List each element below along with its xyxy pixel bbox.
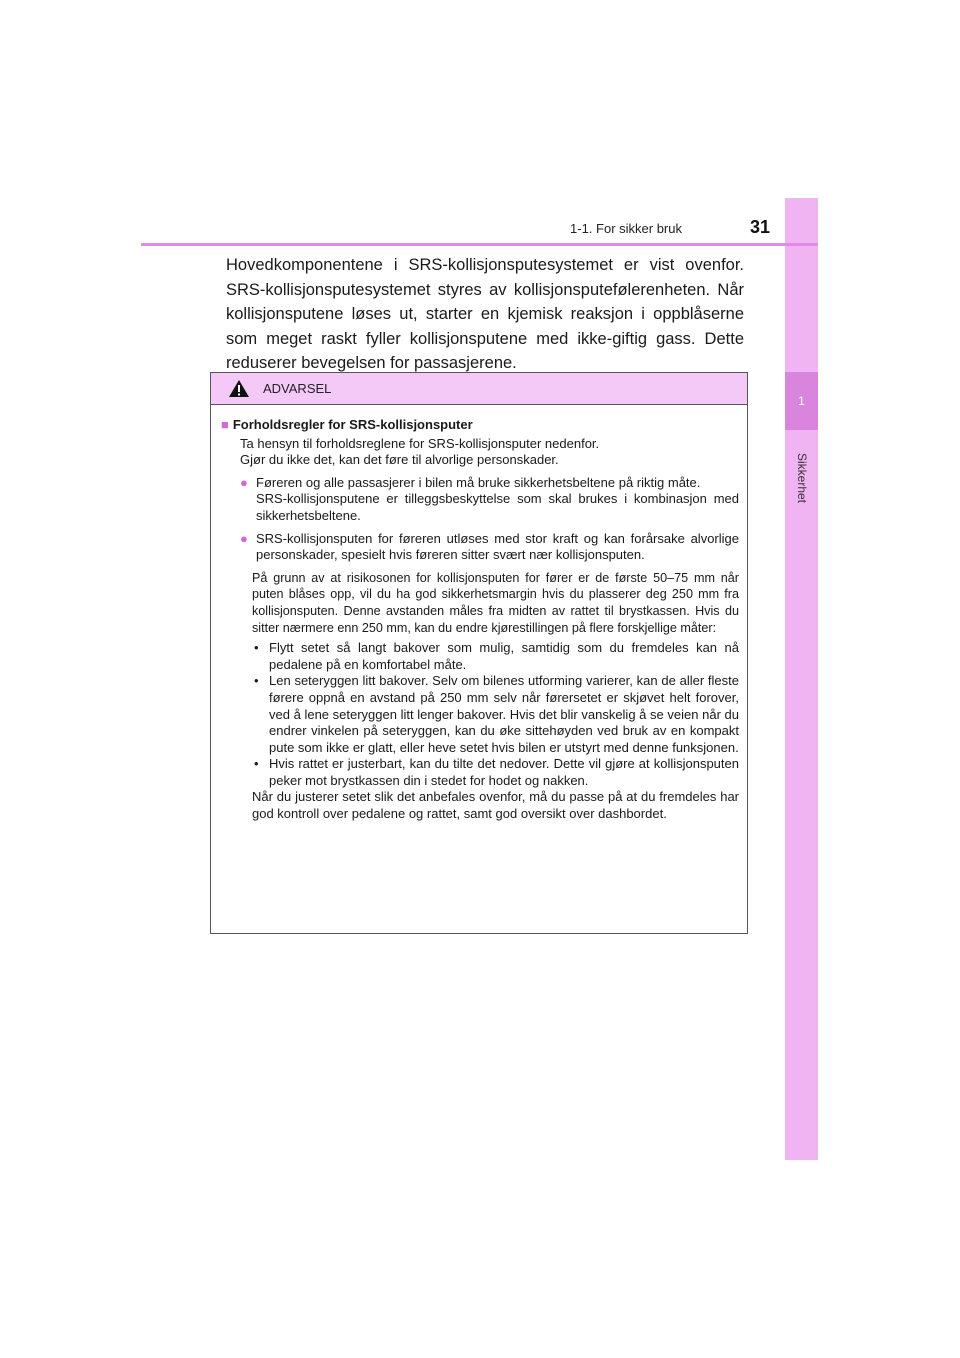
chapter-number-tab xyxy=(785,372,818,430)
round-bullet-icon: ● xyxy=(240,474,248,490)
warning-bullets xyxy=(221,475,739,564)
bullet-1-text: Føreren og alle passasjerer i bilen må bruke sikkerhetsbeltene på riktig måte. xyxy=(256,474,701,490)
chapter-label: Sikkerhet xyxy=(795,452,809,504)
dot-bullet-icon: • xyxy=(254,640,259,656)
warning-intro xyxy=(221,436,739,469)
dot-bullet-icon: • xyxy=(254,673,259,689)
list-item xyxy=(240,475,739,525)
adjustment-list xyxy=(221,640,739,789)
bullet-2-text: SRS-kollisjonsputen for føreren utløses med stor kraft og kan forårsake alvorlige personskader, spesielt hvis føreren sitter svært nær kollisjonsputen. xyxy=(256,530,739,563)
warning-triangle-icon xyxy=(228,379,250,398)
list-item xyxy=(252,756,739,789)
list-item xyxy=(252,640,739,673)
chapter-side-tab xyxy=(785,198,818,1160)
risk-zone-note: På grunn av at risikosonen for kollisjonsputen for fører er de første 50–75 mm når puten blåses opp, vil du ha god sikkerhetsmargin hvis du plasserer deg 250 mm fra kollisjonsputen. Denne avstanden måles fra midten av rattet til brystkassen. Hvis du sitter nærmere enn 250 mm, kan du endre kjørestillingen på flere forskjellige måter: xyxy=(252,570,739,635)
list-item xyxy=(252,673,739,756)
warning-title: ADVARSEL xyxy=(263,381,332,396)
adjustment-2-text: Len seteryggen litt bakover. Selv om bilenes utforming varierer, kan de aller fleste førere oppnå en avstand på 250 mm selv når førersetet er skjøvet helt forover, ved å lene seteryggen litt lenger bakover. Hvis det blir vanskelig å se veien når du endrer vinkelen på seteryggen, kan du øke sittehøyden ved bruk av en kompakt pute som ikke er glatt, eller heve setet hvis bilen er utstyrt med denne funksjonen. xyxy=(269,673,739,755)
warning-intro-line2: Gjør du ikke det, kan det føre til alvorlige personskader. xyxy=(240,452,559,468)
bullet-1-text-2: SRS-kollisjonsputene er tilleggsbeskyttelse som skal brukes i kombinasjon med sikkerhetsbeltene. xyxy=(256,491,739,523)
round-bullet-icon: ● xyxy=(240,530,248,546)
warning-subheading xyxy=(221,417,739,434)
warning-box xyxy=(210,372,748,934)
chapter-number: 1 xyxy=(798,394,805,408)
intro-paragraph: Hovedkomponentene i SRS-kollisjonsputesystemet er vist ovenfor. SRS-kollisjonsputesystemet styres av kollisjonsputefølerenheten. Når kollisjonsputene løses ut, starter en kjemisk reaksjon i oppblåserne som meget raskt fyller kollisjonsputene med ikke-giftig gass. Dette reduserer bevegelsen for passasjerene. xyxy=(226,256,744,373)
adjustment-3-text: Hvis rattet er justerbart, kan du tilte det nedover. Dette vil gjøre at kollisjonsputen peker mot brystkassen din i stedet for hodet og nakken. xyxy=(269,756,739,788)
header-divider xyxy=(141,243,818,246)
adjustment-1-text: Flytt setet så langt bakover som mulig, samtidig som du fremdeles kan nå pedalene på en komfortabel måte. xyxy=(269,640,739,672)
list-item xyxy=(240,531,739,564)
warning-header xyxy=(211,373,747,405)
page-number: 31 xyxy=(749,217,770,237)
warning-body xyxy=(211,405,747,823)
warning-subheading-text: Forholdsregler for SRS-kollisjonsputer xyxy=(232,417,473,432)
warning-intro-line1: Ta hensyn til forholdsreglene for SRS-kollisjonsputer nedenfor. xyxy=(240,435,600,451)
section-title: 1-1. For sikker bruk xyxy=(570,221,682,236)
closing-paragraph: Når du justerer setet slik det anbefales ovenfor, må du passe på at du fremdeles har god kontroll over pedalene og rattet, samt god oversikt over dashbordet. xyxy=(252,789,739,822)
dot-bullet-icon: • xyxy=(254,756,259,772)
square-bullet-icon: ■ xyxy=(221,417,229,432)
